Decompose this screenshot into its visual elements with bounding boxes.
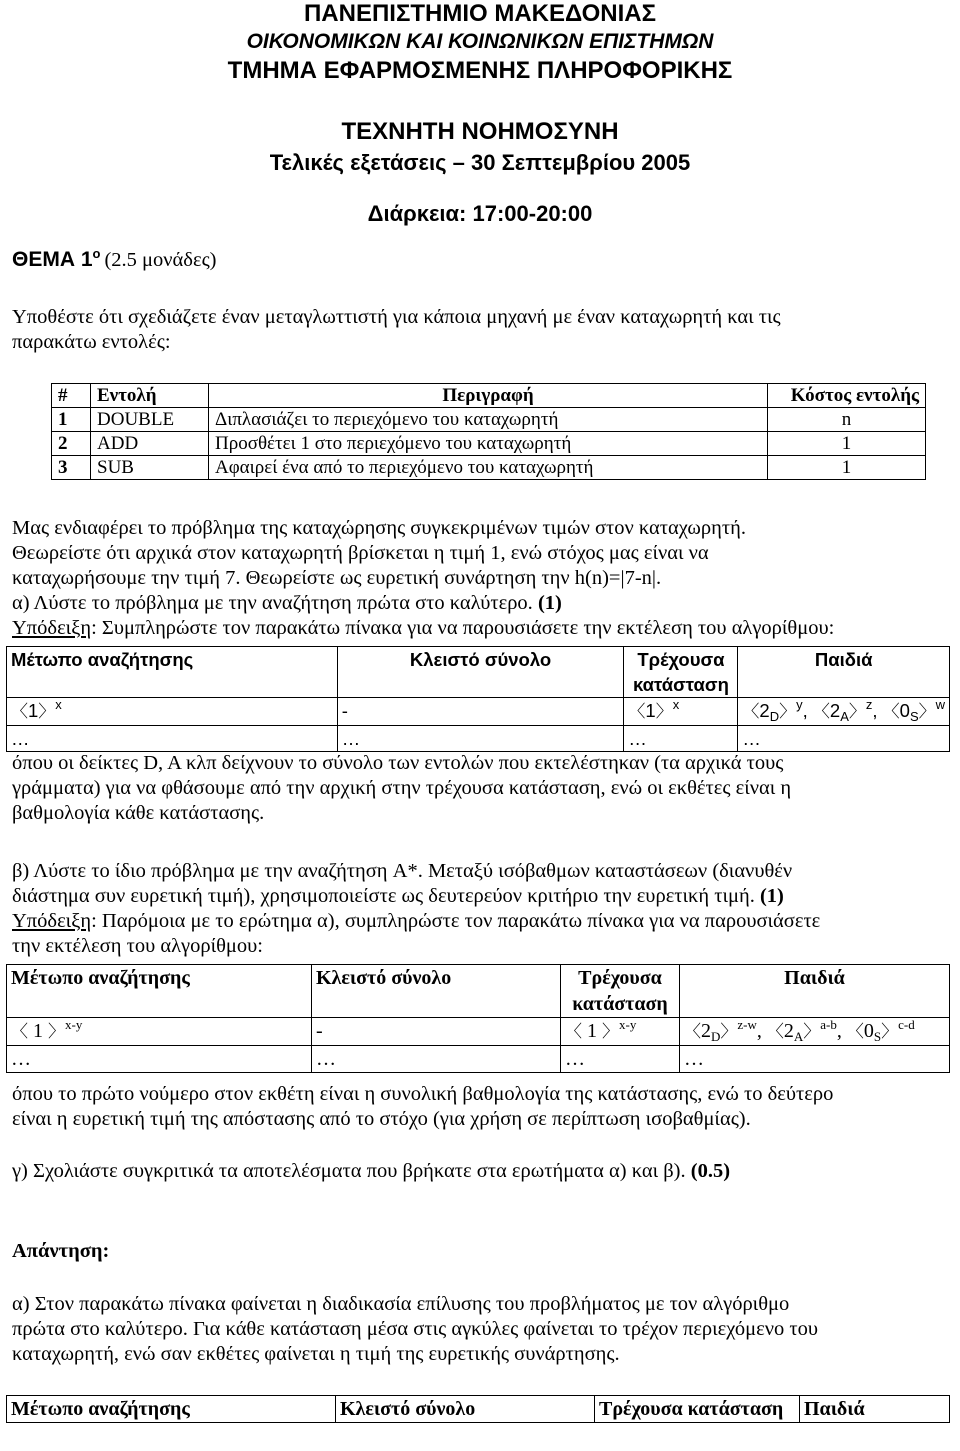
command-name: ADD xyxy=(91,432,209,456)
department-title: ΤΜΗΜΑ ΕΦΑΡΜΟΣΜΕΝΗΣ ΠΛΗΡΟΦΟΡΙΚΗΣ xyxy=(227,57,733,84)
answer-line-2: πρώτα στο καλύτερο. Για κάθε κατάσταση μέσα στις αγκύλες φαίνεται το τρέχον περιεχόμενο του xyxy=(12,1318,819,1340)
topic-label: ΘΕΜΑ 1 xyxy=(12,248,93,271)
ellipsis-cell: … xyxy=(312,1046,561,1073)
hint-text: : Παρόμοια με το ερώτημα α), συμπληρώστε τον παρακάτω πίνακα για να παρουσιάσετε xyxy=(91,910,821,932)
frontier-cell: 〈1〉$^x$ xyxy=(7,698,338,726)
part-b-question: διάστημα συν ευρετική τιμή), χρησιμοποιείστε ως δευτερεύον κριτήριο την ευρετική τιμή. xyxy=(12,885,755,907)
note-a-line-3: βαθμολογία κάθε κατάστασης. xyxy=(12,802,265,824)
problem-line-3: καταχωρήσουμε την τιμή 7. Θεωρείστε ως ευρετική συνάρτηση την h(n)=|7-n|. xyxy=(12,567,662,589)
header-cell: Κλειστό σύνολο xyxy=(336,1396,595,1423)
table-header-row xyxy=(7,647,950,698)
answer-line-1: α) Στον παρακάτω πίνακα φαίνεται η διαδικασία επίλυσης του προβλήματος με τον αλγόριθμο xyxy=(12,1293,790,1315)
table-row xyxy=(52,432,926,456)
table-row xyxy=(7,1018,950,1046)
current-cell: 〈1〉$^x$ xyxy=(624,698,738,726)
topic-heading xyxy=(12,248,217,272)
university-title: ΠΑΝΕΠΙΣΤΗΜΙΟ ΜΑΚΕΔΟΝΙΑΣ xyxy=(303,0,657,27)
hint-label: Υπόδειξη xyxy=(12,910,92,932)
astar-table xyxy=(6,964,950,1073)
header-cell: Κόστος εντολής xyxy=(768,384,926,408)
header-cell: Τρέχουσα κατάσταση xyxy=(561,965,680,1018)
header-cell: Παιδιά xyxy=(800,1396,950,1423)
header-cell: # xyxy=(52,384,91,408)
hint-a xyxy=(12,617,834,640)
topic-ordinal: ο xyxy=(92,246,101,261)
row-number: 1 xyxy=(52,408,91,432)
closed-cell: - xyxy=(337,698,624,726)
command-cost: 1 xyxy=(768,456,926,480)
row-number: 2 xyxy=(52,432,91,456)
best-first-table xyxy=(6,646,950,752)
ellipsis-cell: … xyxy=(680,1046,950,1073)
topic-points: (2.5 μονάδες) xyxy=(104,249,217,271)
table-row xyxy=(7,1046,950,1073)
answer-table xyxy=(6,1395,950,1423)
table-row xyxy=(52,408,926,432)
header-cell: Τρέχουσα κατάσταση xyxy=(595,1396,800,1423)
ellipsis-cell: … xyxy=(337,726,624,752)
table-header-row xyxy=(52,384,926,408)
commands-table xyxy=(51,383,926,480)
part-b-line-2 xyxy=(12,885,784,908)
command-description: Προσθέτει 1 στο περιεχόμενο του καταχωρητή xyxy=(209,432,768,456)
exam-duration: Διάρκεια: 17:00-20:00 xyxy=(367,201,593,226)
ellipsis-cell: … xyxy=(7,726,338,752)
note-a-line-2: γράμματα) για να φθάσουμε από την αρχική στην τρέχουσα κατάσταση, ενώ οι εκθέτες είναι η xyxy=(12,777,792,799)
header-cell: Κλειστό σύνολο xyxy=(312,965,561,1018)
table-row xyxy=(52,456,926,480)
ellipsis-cell: … xyxy=(624,726,738,752)
children-cell: 〈$2_D$〉$^y$, 〈$2_A$〉$^z$, 〈$0_S$〉$^w$ xyxy=(738,698,950,726)
intro-line-2: παρακάτω εντολές: xyxy=(12,331,171,353)
ellipsis-cell: … xyxy=(7,1046,312,1073)
hint-text: : Συμπληρώστε τον παρακάτω πίνακα για να παρουσιάσετε την εκτέλεση του αλγορίθμου: xyxy=(91,617,835,639)
problem-line-4 xyxy=(12,592,562,615)
intro-line-1: Υποθέστε ότι σχεδιάζετε έναν μεταγλωττιστή για κάποια μηχανή με έναν καταχωρητή και τις xyxy=(12,306,781,328)
part-b-points: (1) xyxy=(759,885,784,907)
header-cell: Τρέχουσα κατάσταση xyxy=(624,647,738,698)
problem-line-2: Θεωρείστε ότι αρχικά στον καταχωρητή βρίσκεται η τιμή 1, ενώ στόχος μας είναι να xyxy=(12,542,709,564)
hint-b-line-2: την εκτέλεση του αλγορίθμου: xyxy=(12,935,263,957)
header-cell: Περιγραφή xyxy=(209,384,768,408)
command-description: Αφαιρεί ένα από το περιεχόμενο του καταχωρητή xyxy=(209,456,768,480)
table-header-row xyxy=(7,965,950,1018)
header-cell: Μέτωπο αναζήτησης xyxy=(7,647,338,698)
note-b-line-2: είναι η ευρετική τιμή της απόστασης από το στόχο (για χρήση σε περίπτωση ισοβαθμίας). xyxy=(12,1108,751,1130)
part-a-points: (1) xyxy=(537,592,562,614)
command-cost: n xyxy=(768,408,926,432)
part-c-points: (0.5) xyxy=(690,1160,731,1182)
command-name: DOUBLE xyxy=(91,408,209,432)
table-row xyxy=(7,726,950,752)
exam-date: Τελικές εξετάσεις – 30 Σεπτεμβρίου 2005 xyxy=(269,150,691,175)
course-title: ΤΕΧΝΗΤΗ ΝΟΗΜΟΣΥΝΗ xyxy=(341,118,619,145)
part-a-question: α) Λύστε το πρόβλημα με την αναζήτηση πρώτα στο καλύτερο. xyxy=(12,592,533,614)
hint-b-line-1 xyxy=(12,910,820,933)
answer-title: Απάντηση: xyxy=(12,1240,110,1262)
hint-label: Υπόδειξη xyxy=(12,617,92,639)
table-row xyxy=(7,698,950,726)
school-title: ΟΙΚΟΝΟΜΙΚΩΝ ΚΑΙ ΚΟΙΝΩΝΙΚΩΝ ΕΠΙΣΤΗΜΩΝ xyxy=(246,30,714,53)
table-header-row xyxy=(7,1396,950,1423)
closed-cell: - xyxy=(312,1018,561,1046)
part-b-line-1: β) Λύστε το ίδιο πρόβλημα με την αναζήτηση A*. Μεταξύ ισόβαθμων καταστάσεων (διανυθέν xyxy=(12,860,793,882)
answer-line-3: καταχωρητή, ενώ σαν εκθέτες φαίνεται η τιμή της ευρετικής συνάρτησης. xyxy=(12,1343,620,1365)
header-cell: Εντολή xyxy=(91,384,209,408)
header-cell: Παιδιά xyxy=(738,647,950,698)
note-a-line-1: όπου οι δείκτες D, A κλπ δείχνουν το σύνολο των εντολών που εκτελέστηκαν (τα αρχικά τους xyxy=(12,752,784,774)
children-cell: 〈$2_D$〉$^{z-w}$, 〈$2_A$〉$^{a-b}$, 〈$0_S$〉$^{c-d}$ xyxy=(680,1018,950,1046)
frontier-cell: 〈 1 〉$^{x-y}$ xyxy=(7,1018,312,1046)
row-number: 3 xyxy=(52,456,91,480)
header-cell: Παιδιά xyxy=(680,965,950,1018)
part-c-line xyxy=(12,1160,730,1183)
part-c-question: γ) Σχολιάστε συγκριτικά τα αποτελέσματα που βρήκατε στα ερωτήματα α) και β). xyxy=(12,1160,686,1182)
current-cell: 〈 1 〉$^{x-y}$ xyxy=(561,1018,680,1046)
ellipsis-cell: … xyxy=(561,1046,680,1073)
command-name: SUB xyxy=(91,456,209,480)
header-cell: Μέτωπο αναζήτησης xyxy=(7,1396,336,1423)
ellipsis-cell: … xyxy=(738,726,950,752)
header-cell: Κλειστό σύνολο xyxy=(337,647,624,698)
command-cost: 1 xyxy=(768,432,926,456)
problem-line-1: Μας ενδιαφέρει το πρόβλημα της καταχώρησης συγκεκριμένων τιμών στον καταχωρητή. xyxy=(12,517,746,539)
command-description: Διπλασιάζει το περιεχόμενο του καταχωρητή xyxy=(209,408,768,432)
note-b-line-1: όπου το πρώτο νούμερο στον εκθέτη είναι η συνολική βαθμολογία της κατάστασης, ενώ το δεύτερο xyxy=(12,1083,834,1105)
header-cell: Μέτωπο αναζήτησης xyxy=(7,965,312,1018)
